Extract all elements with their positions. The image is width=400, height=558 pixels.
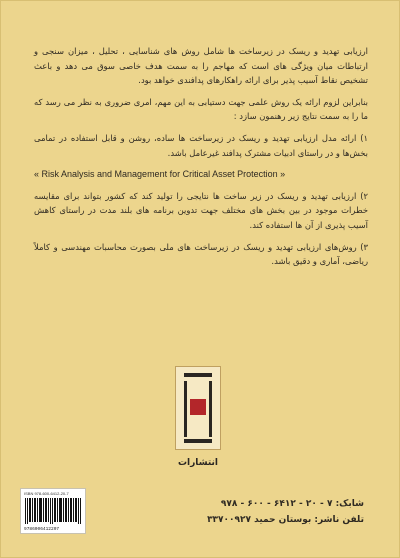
logo-red-square <box>190 399 206 415</box>
paragraph-3: ۱) ارائه مدل ارزیابی تهدید و ریسک در زیرساخت ها ساده، روشن و قابل استفاده در تمامی بخش‌ها و در راستای ادبیات مشترک پدافند غیرعامل باشد. <box>34 132 368 158</box>
english-title-line: « Risk Analysis and Management for Critical Asset Protection » <box>34 169 286 180</box>
isbn-barcode <box>20 488 86 534</box>
publisher-logo <box>168 366 228 476</box>
logo-right-stroke <box>209 381 212 437</box>
barcode-number: 9786006412207 <box>24 527 60 532</box>
publisher-phone-line: تلفن ناشر: بوستان حمید ۳۳۷۰۰۹۲۷ <box>207 515 364 525</box>
paragraph-2: بنابراین لزوم ارائه یک روش علمی جهت دستیابی به این مهم، امری ضروری به نظر می رسد که ما را به سمت نتایج زیر رهنمون سازد : <box>34 96 368 122</box>
publisher-label: انتشارات <box>178 458 218 468</box>
isbn-label: ISBN 978-600-6412-20-7 <box>24 491 69 496</box>
shabak-line: شابک: ۷ - ۲۰ - ۶۴۱۲ - ۶۰۰ - ۹۷۸ <box>220 499 364 509</box>
barcode-bars <box>25 498 81 524</box>
logo-bottom-bar <box>184 439 212 443</box>
bustan-logo-mark <box>175 366 221 450</box>
paragraph-5: ۳) روش‌های ارزیابی تهدید و ریسک در زیرساخت های ملی بصورت محاسبات مهندسی و کاملاً ریاضی، آماری و دقیق باشد. <box>34 241 368 267</box>
logo-left-stroke <box>184 381 187 437</box>
cover-text <box>34 44 368 276</box>
paragraph-4: ۲) ارزیابی تهدید و ریسک در زیر ساخت ها نتایجی را تولید کند که کشور بتواند برای مقایسه خطرات موجود در بین بخش های مختلف جهت تدوین برنامه های بلند مدت در راستای کاهش آسیب پذیری از آن ها استفاده کند. <box>34 190 368 230</box>
publication-info <box>164 496 364 528</box>
paragraph-1: ارزیابی تهدید و ریسک در زیرساخت ها شامل روش های شناسایی ، تحلیل ، میزان سنجی و ارتباطات میان ویژگی های است که مهاجم را به سمت هدف خاصی سوق می دهد و باعث تشخیص نقاط آسیب پذیر برای ارائه راهکارهای پدافندی خواهد بود. <box>34 46 368 86</box>
logo-top-bar <box>184 373 212 377</box>
